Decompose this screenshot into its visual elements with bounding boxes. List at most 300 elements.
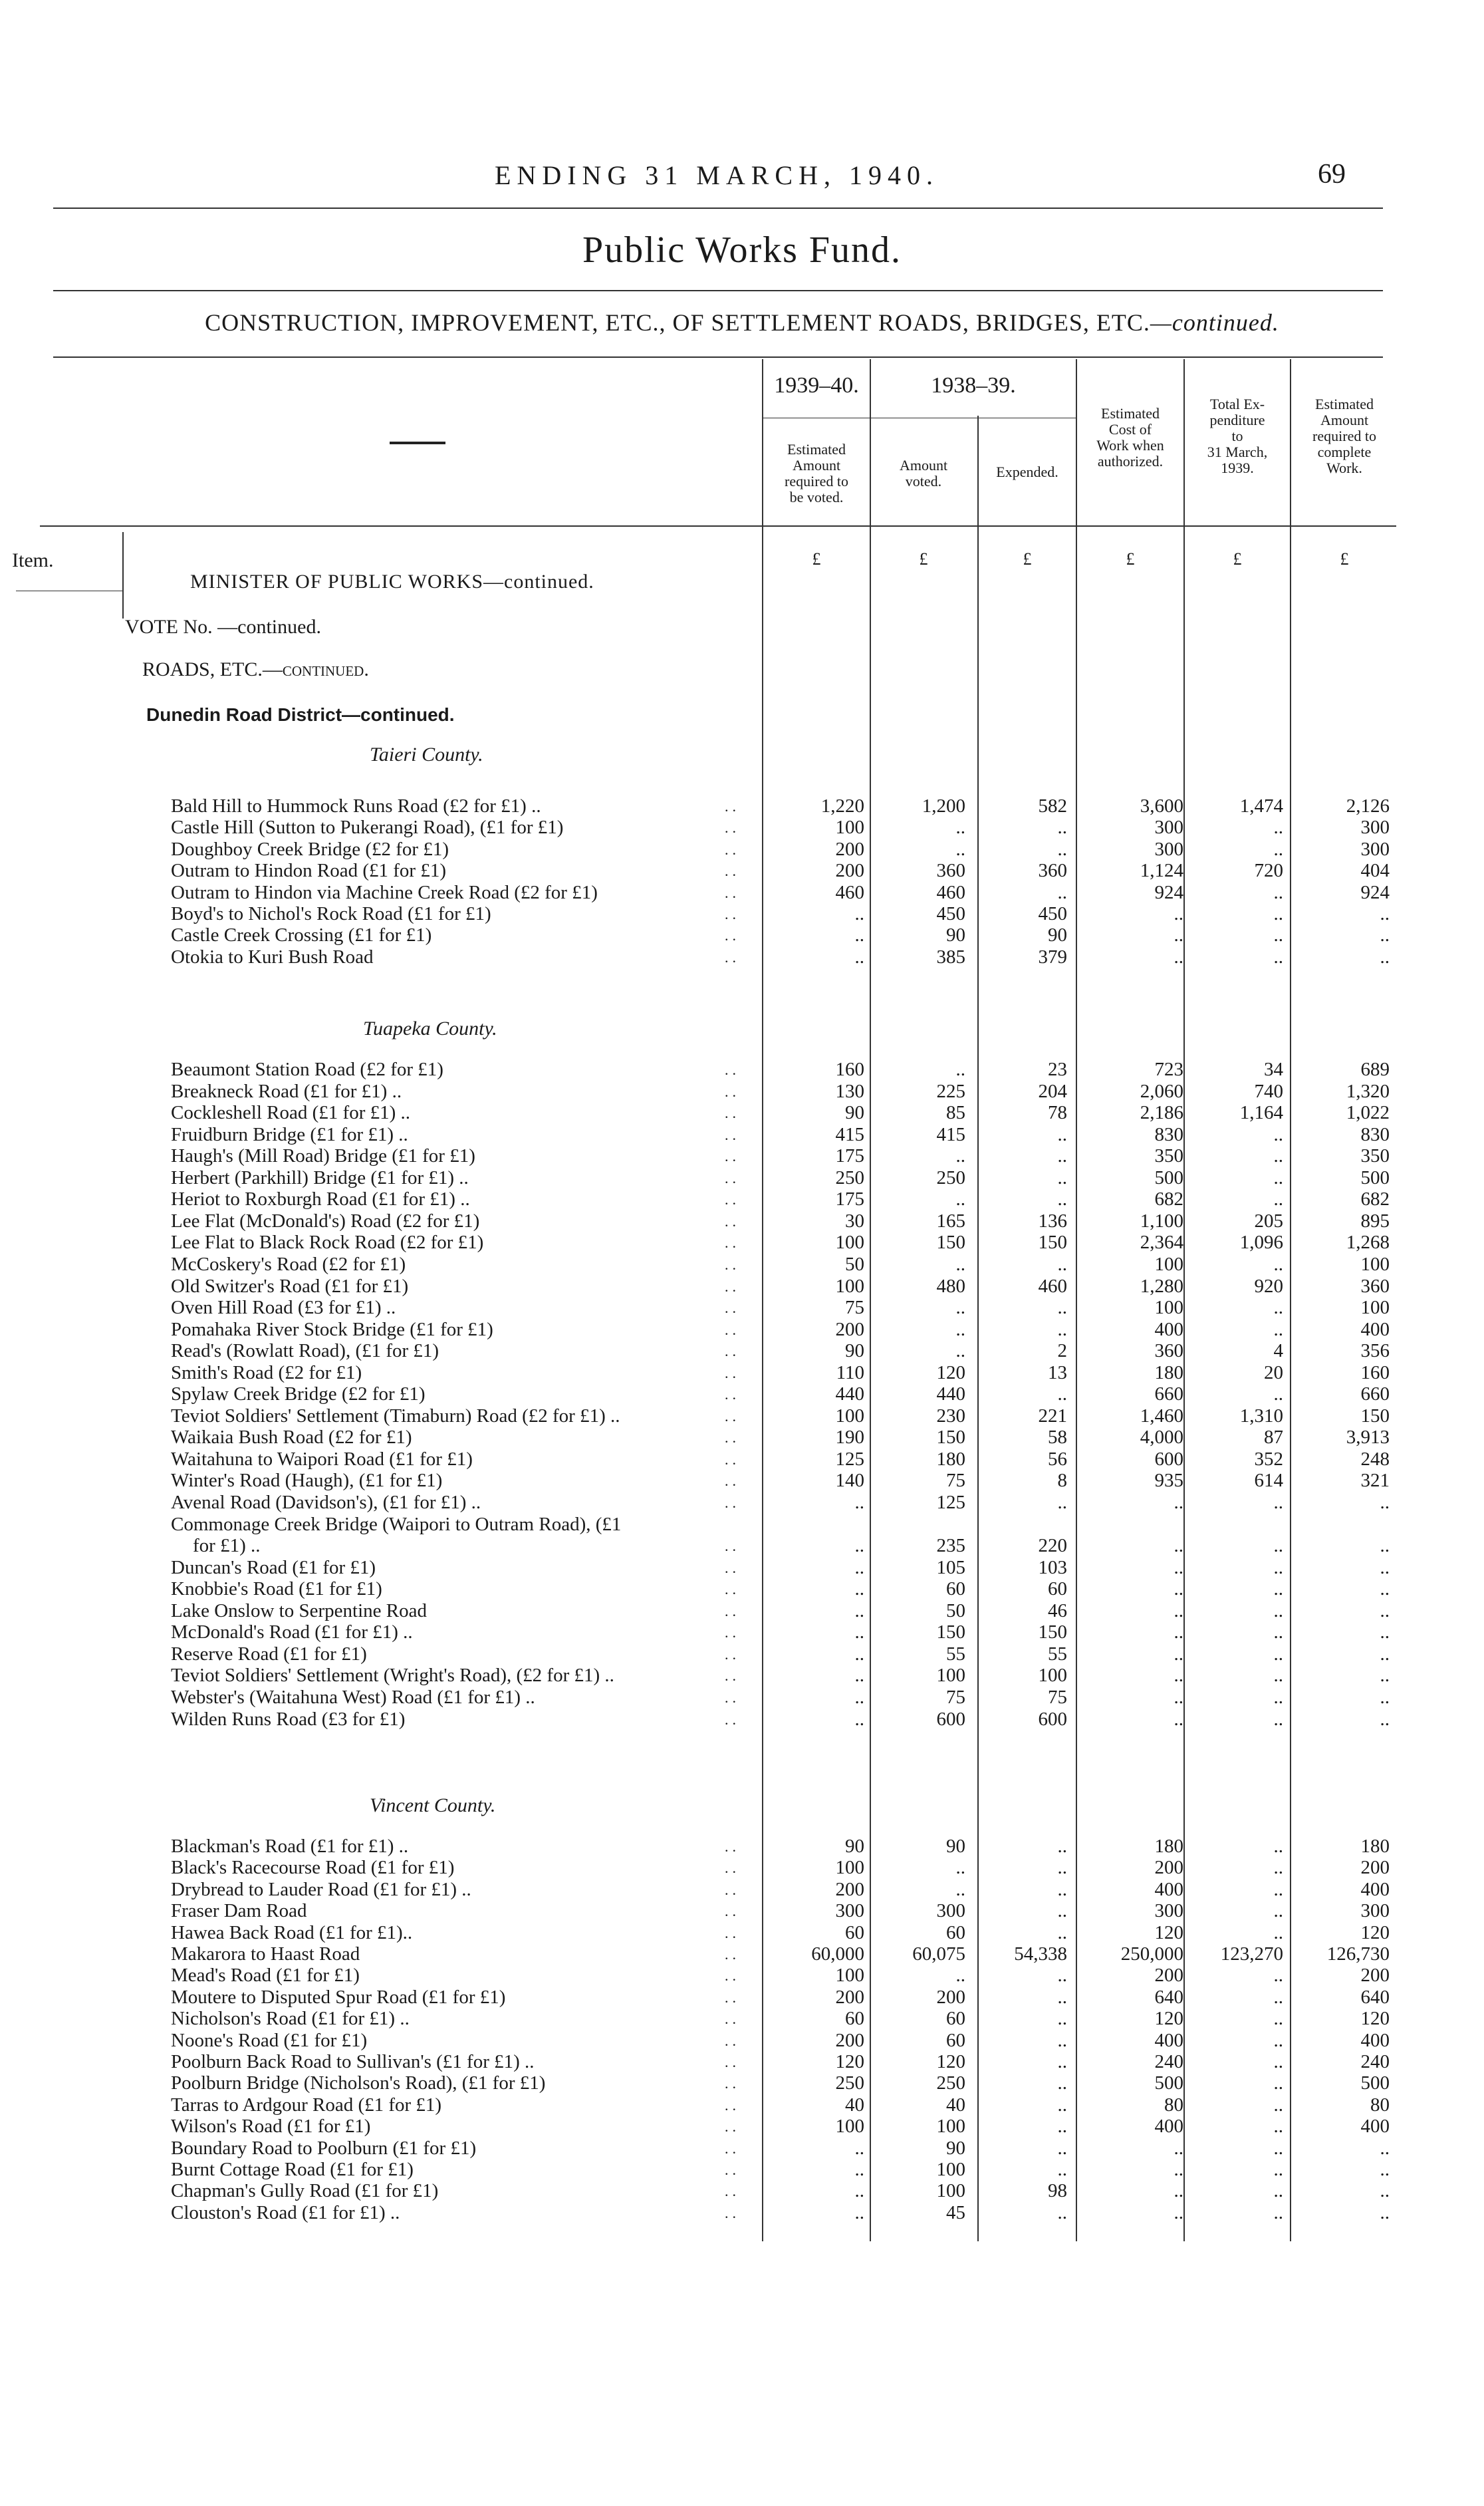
row-value-col2: ..	[955, 1297, 965, 1319]
header-col6-line: Amount	[1320, 412, 1369, 428]
row-value-col1: ..	[854, 924, 864, 946]
row-value-col2: 60	[946, 2029, 965, 2051]
row-value-col6: 660	[1360, 1383, 1390, 1405]
table-row	[0, 1405, 1484, 1427]
row-value-col3: 220	[1038, 1535, 1067, 1557]
row-description: Boundary Road to Poolburn (£1 for £1)	[171, 2137, 477, 2159]
row-value-col4: 500	[1154, 2072, 1183, 2094]
currency-symbol: £	[1023, 549, 1032, 569]
row-value-col2: 45	[946, 2201, 965, 2223]
row-value-col5: 20	[1264, 1361, 1283, 1383]
row-value-col1: 200	[835, 838, 864, 860]
row-value-col2: ..	[955, 1878, 965, 1900]
row-leader-dots: ..	[725, 1989, 740, 2006]
row-value-col4: 1,100	[1140, 1210, 1183, 1232]
row-value-col2: ..	[955, 1253, 965, 1275]
row-value-col3: 46	[1048, 1600, 1067, 1621]
subtitle-continued: —continued.	[1150, 309, 1279, 336]
row-description: Knobbie's Road (£1 for £1)	[171, 1578, 382, 1600]
row-value-col1: 175	[835, 1188, 864, 1210]
row-value-col6: ..	[1380, 2137, 1390, 2159]
table-row	[0, 1210, 1484, 1232]
row-value-col4: ..	[1174, 1643, 1183, 1665]
row-leader-dots: ..	[725, 1602, 740, 1619]
row-value-col2: 120	[936, 2051, 965, 2072]
table-row	[0, 2180, 1484, 2202]
row-value-col1: 100	[835, 1857, 864, 1879]
row-value-col2: 60	[946, 2008, 965, 2030]
row-value-col2: 60,075	[912, 1943, 965, 1965]
row-value-col6: 830	[1360, 1123, 1390, 1145]
row-value-col1: 460	[835, 881, 864, 903]
row-value-col2: 90	[946, 924, 965, 946]
row-value-col6: 240	[1360, 2051, 1390, 2072]
row-value-col4: ..	[1174, 2201, 1183, 2223]
header-col5-line: 1939.	[1221, 460, 1254, 476]
row-value-col2: 75	[946, 1470, 965, 1492]
row-value-col6: ..	[1380, 2201, 1390, 2223]
row-value-col2: 150	[936, 1621, 965, 1643]
row-value-col2: 105	[936, 1556, 965, 1578]
header-col4-line: authorized.	[1097, 453, 1164, 470]
row-value-col6: ..	[1380, 1621, 1390, 1643]
table-row	[0, 1470, 1484, 1492]
row-value-col6: 100	[1360, 1297, 1390, 1319]
row-value-col5: ..	[1273, 1145, 1283, 1167]
row-value-col6: 500	[1360, 1167, 1390, 1188]
row-value-col5: 4	[1273, 1340, 1283, 1362]
row-value-col3: 204	[1038, 1080, 1067, 1102]
row-value-col6: ..	[1380, 1578, 1390, 1600]
row-value-col1: 250	[835, 2072, 864, 2094]
row-value-col5: ..	[1273, 1857, 1283, 1879]
row-description: Spylaw Creek Bridge (£2 for £1)	[171, 1383, 426, 1405]
row-value-col2: ..	[955, 817, 965, 839]
row-leader-dots: ..	[725, 2161, 740, 2178]
row-value-col5: ..	[1273, 1986, 1283, 2008]
table-row	[0, 1987, 1484, 2009]
row-value-col6: 126,730	[1326, 1943, 1390, 1965]
row-value-col3: 600	[1038, 1708, 1067, 1730]
row-description: for £1) ..	[193, 1535, 261, 1557]
row-value-col5: ..	[1273, 924, 1283, 946]
row-value-col2: ..	[955, 1188, 965, 1210]
row-value-col3: 78	[1048, 1102, 1067, 1124]
row-value-col1: 120	[835, 2051, 864, 2072]
row-leader-dots: ..	[725, 1881, 740, 1898]
row-value-col2: 90	[946, 1836, 965, 1857]
row-value-col4: ..	[1174, 2137, 1183, 2159]
row-value-col4: ..	[1174, 1708, 1183, 1730]
row-value-col4: ..	[1174, 1665, 1183, 1687]
row-value-col3: ..	[1057, 1383, 1067, 1405]
table-row	[0, 2008, 1484, 2030]
row-leader-dots: ..	[725, 1581, 740, 1598]
row-leader-dots: ..	[725, 1967, 740, 1985]
row-value-col1: ..	[854, 1600, 864, 1621]
row-value-col1: 1,220	[820, 795, 864, 817]
row-value-col6: 400	[1360, 1318, 1390, 1340]
row-value-col2: 1,200	[922, 795, 965, 817]
row-leader-dots: ..	[725, 1169, 740, 1186]
header-col1-line: Amount	[792, 457, 841, 474]
row-value-col3: 55	[1048, 1643, 1067, 1665]
row-value-col5: ..	[1273, 2051, 1283, 2072]
row-leader-dots: ..	[725, 1364, 740, 1381]
row-value-col1: 200	[835, 2029, 864, 2051]
row-description: McDonald's Road (£1 for £1) ..	[171, 1621, 413, 1643]
row-value-col4: 80	[1164, 2094, 1183, 2116]
row-leader-dots: ..	[725, 1278, 740, 1295]
row-description: Doughboy Creek Bridge (£2 for £1)	[171, 838, 449, 860]
row-value-col5: ..	[1273, 1965, 1283, 1987]
row-value-col4: 660	[1154, 1383, 1183, 1405]
table-row	[0, 1383, 1484, 1405]
row-value-col1: 160	[835, 1059, 864, 1080]
table-row	[0, 1254, 1484, 1276]
row-value-col4: ..	[1174, 1492, 1183, 1513]
table-row	[0, 1535, 1484, 1557]
row-value-col2: 90	[946, 2137, 965, 2159]
row-description: Fruidburn Bridge (£1 for £1) ..	[171, 1123, 408, 1145]
row-value-col3: ..	[1057, 1986, 1067, 2008]
row-value-col6: ..	[1380, 946, 1390, 968]
row-leader-dots: ..	[725, 1559, 740, 1576]
row-value-col1: 100	[835, 1965, 864, 1987]
row-description: Reserve Road (£1 for £1)	[171, 1643, 367, 1665]
row-leader-dots: ..	[725, 2054, 740, 2070]
row-leader-dots: ..	[725, 1903, 740, 1920]
row-description: Lee Flat (McDonald's) Road (£2 for £1)	[171, 1210, 480, 1232]
row-leader-dots: ..	[725, 1386, 740, 1403]
row-value-col3: ..	[1057, 1167, 1067, 1188]
row-description: Otokia to Kuri Bush Road	[171, 946, 374, 968]
row-value-col6: 689	[1360, 1059, 1390, 1080]
header-col5-line: penditure	[1209, 412, 1265, 428]
table-row	[0, 1319, 1484, 1341]
row-value-col6: 248	[1360, 1448, 1390, 1470]
row-value-col2: 100	[936, 2159, 965, 2180]
row-value-col6: 400	[1360, 2029, 1390, 2051]
row-value-col3: 58	[1048, 1427, 1067, 1449]
row-value-col2: 100	[936, 2180, 965, 2202]
row-value-col1: ..	[854, 1535, 864, 1557]
row-value-col3: 75	[1048, 1686, 1067, 1708]
row-value-col6: 300	[1360, 817, 1390, 839]
row-value-col5: ..	[1273, 1492, 1283, 1513]
row-value-col1: ..	[854, 1686, 864, 1708]
header-col5-line: to	[1231, 428, 1243, 444]
row-value-col1: 30	[845, 1210, 864, 1232]
row-value-col4: 600	[1154, 1448, 1183, 1470]
row-value-col1: 200	[835, 1878, 864, 1900]
row-leader-dots: ..	[725, 1494, 740, 1511]
section-roads: ROADS, ETC.—continued.	[142, 658, 369, 680]
row-value-col4: 120	[1154, 1921, 1183, 1943]
row-value-col1: 110	[836, 1361, 864, 1383]
row-value-col2: ..	[955, 1059, 965, 1080]
row-value-col4: ..	[1174, 1535, 1183, 1557]
row-leader-dots: ..	[725, 948, 740, 966]
row-value-col2: ..	[955, 1965, 965, 1987]
row-value-col3: 221	[1038, 1405, 1067, 1427]
table-row	[0, 1059, 1484, 1081]
table-row	[0, 1643, 1484, 1665]
row-value-col6: 200	[1360, 1857, 1390, 1879]
row-value-col4: 120	[1154, 2008, 1183, 2030]
row-value-col4: ..	[1174, 1600, 1183, 1621]
row-value-col5: ..	[1273, 2180, 1283, 2202]
row-value-col2: 85	[946, 1102, 965, 1124]
currency-symbol: £	[919, 549, 928, 569]
row-value-col3: 2	[1057, 1340, 1067, 1362]
row-value-col3: ..	[1057, 1145, 1067, 1167]
row-description: Breakneck Road (£1 for £1) ..	[171, 1080, 402, 1102]
row-value-col1: ..	[854, 946, 864, 968]
row-value-col6: 200	[1360, 1965, 1390, 1987]
row-value-col2: 300	[936, 1900, 965, 1922]
row-value-col4: 300	[1154, 1900, 1183, 1922]
row-value-col2: 415	[936, 1123, 965, 1145]
row-value-col2: 40	[946, 2094, 965, 2116]
subtitle-main: CONSTRUCTION, IMPROVEMENT, ETC., OF SETTLEMENT ROADS, BRIDGES, ETC.	[205, 309, 1150, 336]
row-value-col6: 400	[1360, 1878, 1390, 1900]
row-value-col4: 1,460	[1140, 1405, 1183, 1427]
row-value-col4: ..	[1174, 2159, 1183, 2180]
table-row	[0, 2051, 1484, 2073]
header-col1-line: required to	[785, 473, 848, 489]
row-value-col3: ..	[1057, 2159, 1067, 2180]
row-value-col5: ..	[1273, 1643, 1283, 1665]
row-value-col6: ..	[1380, 1556, 1390, 1578]
row-value-col6: 2,126	[1346, 795, 1390, 817]
row-value-col2: ..	[955, 1145, 965, 1167]
row-value-col5: ..	[1273, 1123, 1283, 1145]
running-header: ENDING 31 MARCH, 1940.	[495, 160, 939, 190]
row-value-col6: ..	[1380, 1492, 1390, 1513]
row-description: Outram to Hindon via Machine Creek Road (£2 for £1)	[171, 881, 598, 903]
row-value-col2: 165	[936, 1210, 965, 1232]
row-value-col3: ..	[1057, 2051, 1067, 2072]
row-value-col4: 200	[1154, 1965, 1183, 1987]
row-leader-dots: ..	[725, 1711, 740, 1728]
row-value-col3: 90	[1048, 924, 1067, 946]
header-col6-line: required to	[1312, 428, 1376, 444]
row-value-col4: 250,000	[1120, 1943, 1183, 1965]
row-value-col5: 87	[1264, 1427, 1283, 1449]
header-year-1939-40: 1939–40.	[774, 373, 859, 398]
row-description: Makarora to Haast Road	[171, 1943, 360, 1965]
row-description: Beaumont Station Road (£2 for £1)	[171, 1059, 443, 1080]
table-row	[0, 1879, 1484, 1901]
table-row	[0, 1900, 1484, 1922]
row-value-col4: 300	[1154, 817, 1183, 839]
row-value-col5: ..	[1273, 2159, 1283, 2180]
row-value-col2: 385	[936, 946, 965, 968]
item-label: Item.	[12, 549, 54, 571]
row-value-col3: ..	[1057, 1188, 1067, 1210]
row-value-col4: 100	[1154, 1297, 1183, 1319]
table-row	[0, 1665, 1484, 1687]
row-leader-dots: ..	[725, 1321, 740, 1338]
row-description: Waitahuna to Waipori Road (£1 for £1)	[171, 1448, 473, 1470]
row-value-col5: ..	[1273, 946, 1283, 968]
row-value-col6: ..	[1380, 2159, 1390, 2180]
row-value-col1: 100	[835, 817, 864, 839]
row-value-col3: ..	[1057, 1836, 1067, 1857]
row-value-col5: ..	[1273, 1297, 1283, 1319]
row-value-col5: ..	[1273, 1600, 1283, 1621]
row-value-col2: 60	[946, 1578, 965, 1600]
section-vincent-county: Vincent County.	[370, 1794, 496, 1816]
row-leader-dots: ..	[725, 1105, 740, 1122]
row-value-col4: 2,364	[1140, 1232, 1183, 1254]
page-title: Public Works Fund.	[582, 229, 902, 271]
row-leader-dots: ..	[725, 1407, 740, 1425]
row-value-col3: 150	[1038, 1621, 1067, 1643]
row-value-col2: 50	[946, 1600, 965, 1621]
row-value-col2: 600	[936, 1708, 965, 1730]
row-value-col6: ..	[1380, 1708, 1390, 1730]
row-value-col1: 90	[845, 1102, 864, 1124]
row-value-col4: ..	[1174, 1621, 1183, 1643]
section-district: Dunedin Road District—continued.	[146, 704, 455, 725]
row-value-col1: 60,000	[811, 1943, 864, 1965]
row-value-col3: ..	[1057, 817, 1067, 839]
currency-symbol: £	[1233, 549, 1242, 569]
header-col4-line: Cost of	[1108, 421, 1152, 438]
row-description: Hawea Back Road (£1 for £1)..	[171, 1921, 413, 1943]
row-value-col1: ..	[854, 2159, 864, 2180]
currency-symbol: £	[812, 549, 821, 569]
row-value-col6: 300	[1360, 1900, 1390, 1922]
row-description: Wilden Runs Road (£3 for £1)	[171, 1708, 406, 1730]
row-value-col5: ..	[1273, 1253, 1283, 1275]
row-value-col2: 100	[936, 2116, 965, 2138]
header-col4-line: Estimated	[1101, 405, 1160, 422]
row-description: Poolburn Bridge (Nicholson's Road), (£1 for £1)	[171, 2072, 546, 2094]
row-value-col1: 415	[835, 1123, 864, 1145]
row-value-col5: 720	[1254, 860, 1283, 882]
table-row	[0, 1965, 1484, 1987]
row-value-col3: 360	[1038, 860, 1067, 882]
row-value-col1: ..	[854, 1643, 864, 1665]
row-value-col3: 13	[1048, 1361, 1067, 1383]
row-value-col2: 250	[936, 1167, 965, 1188]
row-description: Poolburn Back Road to Sullivan's (£1 for £1) ..	[171, 2051, 535, 2072]
row-description: Noone's Road (£1 for £1)	[171, 2029, 368, 2051]
row-value-col4: 400	[1154, 1878, 1183, 1900]
row-value-col2: 60	[946, 1921, 965, 1943]
row-value-col3: ..	[1057, 881, 1067, 903]
row-value-col2: 100	[936, 1665, 965, 1687]
row-value-col4: 180	[1154, 1836, 1183, 1857]
row-description: Wilson's Road (£1 for £1)	[171, 2116, 371, 2138]
row-value-col2: 480	[936, 1275, 965, 1297]
row-value-col4: ..	[1174, 903, 1183, 924]
row-value-col3: ..	[1057, 2008, 1067, 2030]
row-value-col3: ..	[1057, 1921, 1067, 1943]
row-leader-dots: ..	[725, 1061, 740, 1078]
row-description: Lake Onslow to Serpentine Road	[171, 1600, 427, 1621]
row-value-col6: 120	[1360, 2008, 1390, 2030]
row-value-col1: ..	[854, 1665, 864, 1687]
row-value-col1: 190	[835, 1427, 864, 1449]
row-value-col2: 55	[946, 1643, 965, 1665]
row-value-col5: ..	[1273, 2116, 1283, 2138]
row-value-col5: ..	[1273, 1167, 1283, 1188]
row-value-col2: 225	[936, 1080, 965, 1102]
row-leader-dots: ..	[725, 1667, 740, 1685]
row-value-col4: ..	[1174, 946, 1183, 968]
row-value-col6: 895	[1360, 1210, 1390, 1232]
header-col4-line: Work when	[1096, 437, 1164, 454]
row-value-col6: 321	[1360, 1470, 1390, 1492]
row-leader-dots: ..	[725, 2140, 740, 2157]
row-leader-dots: ..	[725, 1624, 740, 1641]
row-value-col1: ..	[854, 903, 864, 924]
row-value-col3: ..	[1057, 2137, 1067, 2159]
row-value-col6: 404	[1360, 860, 1390, 882]
table-row	[0, 860, 1484, 882]
row-value-col6: 360	[1360, 1275, 1390, 1297]
row-value-col4: ..	[1174, 2180, 1183, 2202]
row-description: Waikaia Bush Road (£2 for £1)	[171, 1427, 412, 1449]
row-value-col5: ..	[1273, 1188, 1283, 1210]
row-value-col3: 8	[1057, 1470, 1067, 1492]
table-row	[0, 1297, 1484, 1319]
table-row	[0, 1492, 1484, 1514]
row-value-col1: 140	[835, 1470, 864, 1492]
row-value-col3: ..	[1057, 1318, 1067, 1340]
row-leader-dots: ..	[725, 906, 740, 922]
row-value-col4: 723	[1154, 1059, 1183, 1080]
header-col5-line: 31 March,	[1207, 444, 1268, 460]
row-description: Heriot to Roxburgh Road (£1 for £1) ..	[171, 1188, 470, 1210]
row-leader-dots: ..	[725, 927, 740, 944]
row-description: Bald Hill to Hummock Runs Road (£2 for £1) ..	[171, 795, 541, 817]
row-value-col5: 1,164	[1239, 1102, 1283, 1124]
row-leader-dots: ..	[725, 1191, 740, 1208]
row-description: Blackman's Road (£1 for £1) ..	[171, 1836, 409, 1857]
table-row	[0, 2159, 1484, 2181]
row-value-col6: 300	[1360, 838, 1390, 860]
row-leader-dots: ..	[725, 1148, 740, 1165]
row-leader-dots: ..	[725, 819, 740, 837]
row-value-col2: ..	[955, 1318, 965, 1340]
row-description: Black's Racecourse Road (£1 for £1)	[171, 1857, 455, 1879]
row-value-col6: 180	[1360, 1836, 1390, 1857]
row-value-col4: 640	[1154, 1986, 1183, 2008]
table-row	[0, 1081, 1484, 1103]
table-row	[0, 1857, 1484, 1879]
table-row	[0, 2202, 1484, 2224]
row-value-col3: 450	[1038, 903, 1067, 924]
row-leader-dots: ..	[725, 1860, 740, 1877]
row-value-col1: 200	[835, 1986, 864, 2008]
row-value-col1: ..	[854, 2180, 864, 2202]
table-row	[0, 1578, 1484, 1600]
header-col2-line: voted.	[905, 473, 942, 489]
row-value-col6: 120	[1360, 1921, 1390, 1943]
row-value-col4: 830	[1154, 1123, 1183, 1145]
row-leader-dots: ..	[725, 1343, 740, 1360]
row-value-col6: 682	[1360, 1188, 1390, 1210]
row-leader-dots: ..	[725, 1212, 740, 1230]
table-row	[0, 1449, 1484, 1470]
row-value-col3: ..	[1057, 1878, 1067, 1900]
row-value-col6: 350	[1360, 1145, 1390, 1167]
